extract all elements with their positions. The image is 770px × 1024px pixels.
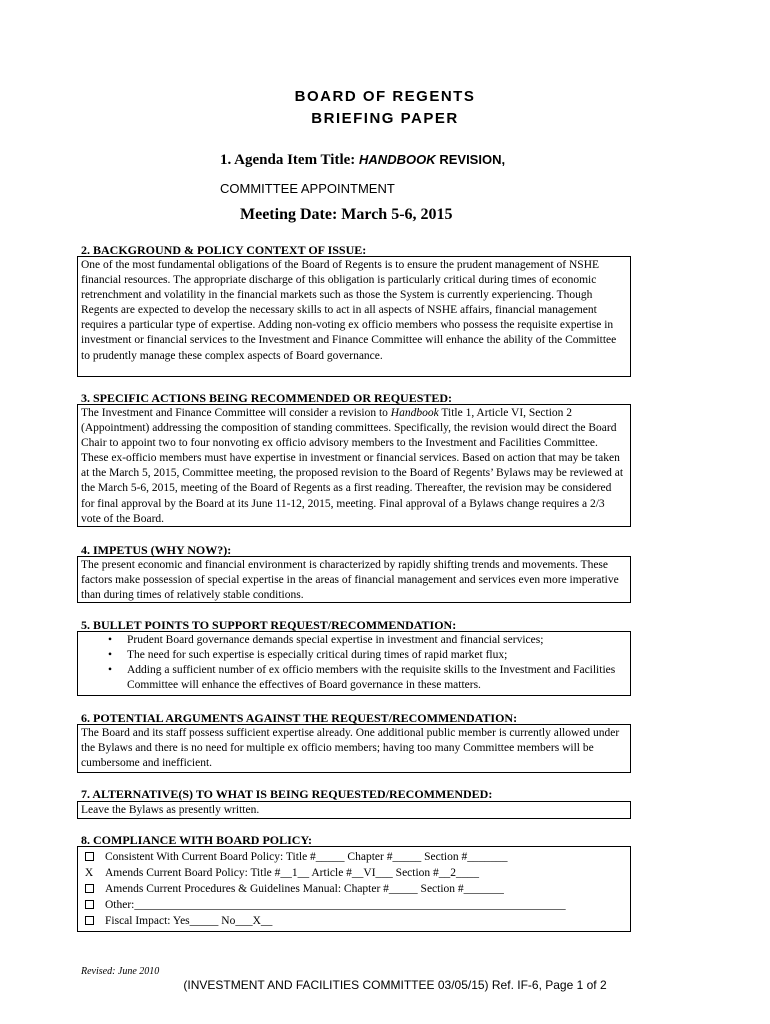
section-7-box bbox=[77, 801, 631, 819]
section-8-heading: 8. COMPLIANCE WITH BOARD POLICY: bbox=[81, 833, 313, 847]
section-3-body-a: The Investment and Finance Committee will consider a revision to bbox=[81, 407, 391, 419]
bullet-dot-icon: • bbox=[108, 649, 113, 662]
compliance-row: Consistent With Current Board Policy: Title #_____ Chapter #_____ Section #_______ bbox=[81, 850, 627, 866]
agenda-handbook: HANDBOOK bbox=[359, 152, 436, 167]
section-4-body: The present economic and financial environment is characterized by rapidly shifting trends and movements. These factors make possession of special expertise in the areas of financial management and services even more imperative than during times of relatively stable conditions. bbox=[81, 559, 619, 602]
section-5-bullet-list bbox=[81, 633, 627, 693]
compliance-row: X Amends Current Board Policy: Title #__1__ Article #__VI___ Section #__2____ bbox=[81, 866, 627, 882]
page-footer: (INVESTMENT AND FACILITIES COMMITTEE 03/05/15) Ref. IF-6, Page 1 of 2 bbox=[183, 978, 607, 992]
section-6-box bbox=[77, 724, 631, 773]
bullet-dot-icon: • bbox=[108, 634, 113, 646]
section-3-handbook: Handbook bbox=[390, 407, 439, 419]
section-3-body-b: Title 1, Article VI, Section 2 (Appointment) addressing the composition of standing committees. Specifically, the revision would direct the Board Chair to appoint two to four nonvoting ex officio advisory members to the Investment and Facilities Committee. These ex-officio members must have expertise in investment or financial services. Based on action that may be taken at the March 5, 2015, Committee meeting, the proposed revision to the Board of Regents’ Bylaws may be reviewed at the March 5-6, 2015, meeting of the Board of Regents as a first reading. Thereafter, the revision may be considered for final approval by the Board at its June 11-12, 2015, meeting. Final approval of a Bylaws change requires a 2/3 vote of the Board. bbox=[81, 407, 624, 525]
bullet-item: • The need for such expertise is especially critical during times of rapid market flux; bbox=[81, 648, 627, 663]
checkbox-icon[interactable] bbox=[81, 898, 97, 914]
section-5-heading: 5. BULLET POINTS TO SUPPORT REQUEST/RECOMMENDATION: bbox=[81, 618, 457, 632]
section-2-body: One of the most fundamental obligations of the Board of Regents is to ensure the prudent management of NSHE financial resources. The appropriate discharge of this obligation is particularly critical during times of economic retrenchment and volatility in the financial markets such as those the System is currently experiencing. Though Regents are expected to develop the necessary skills to act in all aspects of NSHE affairs, financial management requires a particular type of expertise. Adding non-voting ex officio members who possess the requisite expertise in investment or financial services to the Investment and Finance Committee will enhance the ability of the Committee to prudently manage these complex aspects of Board governance. bbox=[81, 259, 617, 362]
doc-title: BOARD OF REGENTS bbox=[294, 88, 476, 105]
agenda-label: 1. Agenda Item Title: bbox=[220, 152, 356, 168]
section-4-heading: 4. IMPETUS (WHY NOW?): bbox=[81, 543, 232, 557]
checked-x-mark[interactable]: X bbox=[84, 867, 94, 879]
section-2-box bbox=[77, 256, 631, 377]
meeting-date: Meeting Date: March 5-6, 2015 bbox=[240, 206, 453, 223]
section-6-heading: 6. POTENTIAL ARGUMENTS AGAINST THE REQUEST/RECOMMENDATION: bbox=[81, 711, 518, 725]
section-3-body bbox=[81, 406, 627, 527]
bullet-item: • Adding a sufficient number of ex officio members with the requisite skills to the Investment and Facilities Committee will enhance the effectives of Board governance in these matters. bbox=[108, 664, 616, 692]
compliance-row: Other:___________________________________________________________________________ bbox=[81, 898, 627, 914]
checkbox-icon[interactable] bbox=[81, 850, 97, 866]
section-2-heading: 2. BACKGROUND & POLICY CONTEXT OF ISSUE: bbox=[81, 243, 367, 257]
section-7-body: Leave the Bylaws as presently written. bbox=[81, 804, 260, 816]
doc-subtitle: BRIEFING PAPER bbox=[311, 110, 459, 127]
compliance-row: Fiscal Impact: Yes_____ No___X__ bbox=[81, 914, 627, 930]
checkbox-icon[interactable] bbox=[81, 914, 97, 930]
bullet-dot-icon: • bbox=[108, 664, 113, 677]
checkbox-icon[interactable] bbox=[81, 882, 97, 898]
section-3-box bbox=[77, 404, 631, 527]
section-5-box bbox=[77, 631, 631, 696]
bullet-item: • Prudent Board governance demands special expertise in investment and financial services; bbox=[81, 633, 627, 648]
agenda-title-line2: COMMITTEE APPOINTMENT bbox=[220, 181, 395, 196]
agenda-item-title bbox=[220, 152, 505, 169]
section-3-heading: 3. SPECIFIC ACTIONS BEING RECOMMENDED OR REQUESTED: bbox=[81, 391, 453, 405]
section-8-box bbox=[77, 846, 631, 932]
section-4-box bbox=[77, 556, 631, 603]
revised-date: Revised: June 2010 bbox=[81, 966, 160, 977]
compliance-row: Amends Current Procedures & Guidelines Manual: Chapter #_____ Section #_______ bbox=[81, 882, 627, 898]
section-6-body: The Board and its staff possess sufficient expertise already. One additional public member is currently allowed under the Bylaws and there is no need for multiple ex officio members; having too many Committee members will be cumbersome and inefficient. bbox=[81, 727, 620, 770]
agenda-revision: REVISION, bbox=[439, 152, 506, 167]
section-7-heading: 7. ALTERNATIVE(S) TO WHAT IS BEING REQUESTED/RECOMMENDED: bbox=[81, 787, 493, 801]
